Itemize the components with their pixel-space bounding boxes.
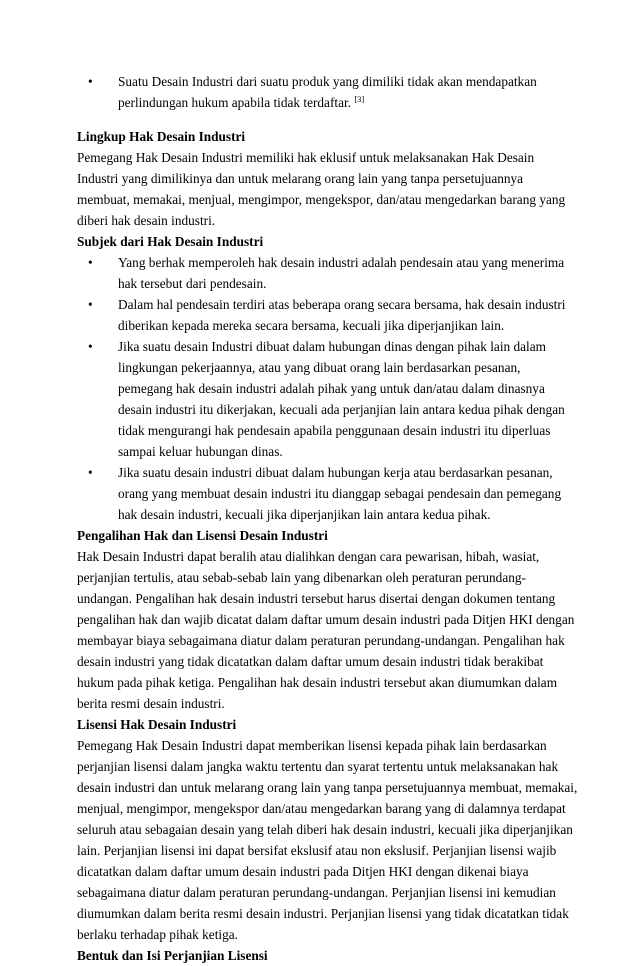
section-heading-subjek: Subjek dari Hak Desain Industri xyxy=(77,234,264,249)
subjek-bullet-list xyxy=(77,252,578,525)
list-item: • Jika suatu desain Industri dibuat dalam hubungan dinas dengan pihak lain dalam lingkungan pekerjaannya, atau yang dibuat orang lain berdasarkan pesanan, pemegang hak desain industri adalah pihak yang untuk dan/atau dalam dinasnya desain industri itu dikerjakan, kecuali ada perjanjian lain antara kedua pihak dengan tidak mengurangi hak pendesain apabila penggunaan desain industri itu diperluas sampai keluar hubungan dinas. xyxy=(77,336,578,462)
intro-bullet-list xyxy=(77,71,578,113)
list-item: • Dalam hal pendesain terdiri atas beberapa orang secara bersama, hak desain industri diberikan kepada mereka secara bersama, kecuali jika diperjanjikan lain. xyxy=(77,294,578,336)
section-paragraph-pengalihan: Hak Desain Industri dapat beralih atau dialihkan dengan cara pewarisan, hibah, wasiat, perjanjian tertulis, atau sebab-sebab lain yang dibenarkan oleh peraturan perundang-undangan. Pengalihan hak desain industri tersebut harus disertai dengan dokumen tentang pengalihan hak dan wajib dicatat dalam daftar umum desain industri pada Ditjen HKI dengan membayar biaya sebagaimana diatur dalam peraturan perundang-undangan. Pengalihan hak desain industri yang tidak dicatatkan dalam daftar umum desain industri tidak berakibat hukum pada pihak ketiga. Pengalihan hak desain industri tersebut akan diumumkan dalam berita resmi desain industri. xyxy=(77,549,575,711)
list-item: • Jika suatu desain industri dibuat dalam hubungan kerja atau berdasarkan pesanan, orang yang membuat desain industri itu dianggap sebagai pendesain dan pemegang hak desain industri, kecuali jika diperjanjikan lain antara kedua pihak. xyxy=(77,462,578,525)
list-item: • Yang berhak memperoleh hak desain industri adalah pendesain atau yang menerima hak tersebut dari pendesain. xyxy=(77,252,578,294)
section-paragraph-lisensi: Pemegang Hak Desain Industri dapat memberikan lisensi kepada pihak lain berdasarkan perjanjian lisensi dalam jangka waktu tertentu dan syarat tertentu untuk melaksanakan hak desain industri dan untuk melarang orang lain yang tanpa persetujuannya membuat, memakai, menjual, mengimpor, mengekspor dan/atau mengedarkan barang yang di dalamnya terdapat seluruh atau sebagaian desain yang telah diberi hak desain industri, kecuali jika diperjanjikan lain. Perjanjian lisensi ini dapat bersifat ekslusif atau non ekslusif. Perjanjian lisensi wajib dicatatkan dalam daftar umum desain industri pada Ditjen HKI dengan dikenai biaya sebagaimana diatur dalam peraturan perundang-undangan. Perjanjian lisensi ini kemudian diumumkan dalam berita resmi desain industri. Perjanjian lisensi yang tidak dicatatkan tidak berlaku terhadap pihak ketiga. xyxy=(77,738,578,942)
section-heading-pengalihan: Pengalihan Hak dan Lisensi Desain Industri xyxy=(77,528,328,543)
list-item xyxy=(77,71,578,113)
section-paragraph-lingkup: Pemegang Hak Desain Industri memiliki hak eklusif untuk melaksanakan Hak Desain Industri yang dimilikinya dan untuk melarang orang lain yang tanpa persetujuannya membuat, memakai, menjual, mengimpor, mengekspor, dan/atau mengedarkan barang yang diberi hak desain industri. xyxy=(77,150,566,228)
section-heading-lingkup: Lingkup Hak Desain Industri xyxy=(77,129,246,144)
section-heading-lisensi: Lisensi Hak Desain Industri xyxy=(77,717,237,732)
bullet-text: Suatu Desain Industri dari suatu produk yang dimiliki tidak akan mendapatkan perlindungan hukum apabila tidak terdaftar. xyxy=(118,74,537,110)
section-heading-bentuk: Bentuk dan Isi Perjanjian Lisensi xyxy=(77,948,268,963)
citation-ref[interactable]: [3] xyxy=(354,94,365,104)
